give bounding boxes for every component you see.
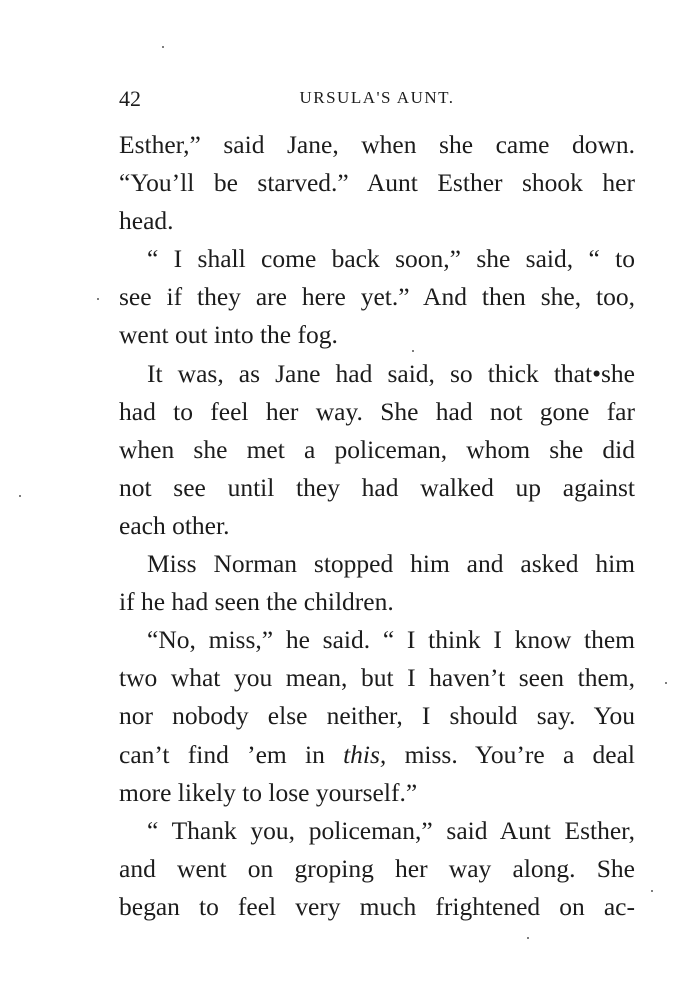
text-line: head. (119, 206, 174, 236)
text-line: if he had seen the children. (119, 587, 394, 617)
body-text (119, 126, 635, 926)
text-line: “ I shall come back soon,” she said, “ to (147, 244, 635, 274)
text-segment: miss. You’re a deal (386, 739, 635, 769)
text-line: “ Thank you, policeman,” said Aunt Esther, (147, 815, 635, 845)
text-line: “You’ll be starved.” Aunt Esther shook her (119, 168, 635, 198)
text-line: It was, as Jane had said, so thick that•she (147, 358, 635, 388)
text-line: when she met a policeman, whom she did (119, 434, 635, 464)
running-title: URSULA'S AUNT. (299, 88, 455, 107)
italic-word: this, (343, 739, 387, 769)
text-line: Esther,” said Jane, when she came down. (119, 130, 635, 159)
text-line: “No, miss,” he said. “ I think I know them (147, 625, 635, 655)
scan-speck (665, 682, 667, 684)
scan-speck (97, 298, 99, 300)
scan-speck (19, 495, 21, 497)
scan-speck (412, 350, 414, 352)
text-line-with-italic (119, 736, 635, 774)
scan-speck (527, 937, 529, 939)
text-line: more likely to lose yourself.” (119, 777, 418, 807)
text-line: began to feel very much frightened on ac- (119, 891, 635, 921)
text-segment: can’t find ’em in (119, 739, 344, 769)
text-line: two what you mean, but I haven’t seen them, (119, 663, 635, 693)
text-line: see if they are here yet.” And then she, too, (119, 282, 635, 312)
text-line: and went on groping her way along. She (119, 853, 635, 883)
text-line: had to feel her way. She had not gone far (119, 396, 635, 426)
text-line: went out into the fog. (119, 320, 338, 350)
text-line: not see until they had walked up against (119, 472, 635, 502)
text-line: Miss Norman stopped him and asked him (147, 549, 635, 579)
scan-speck (162, 46, 164, 48)
running-head (119, 86, 635, 110)
page-number: 42 (119, 86, 141, 111)
text-line: nor nobody else neither, I should say. You (119, 701, 635, 731)
scan-speck (651, 890, 653, 892)
text-line: each other. (119, 510, 230, 540)
